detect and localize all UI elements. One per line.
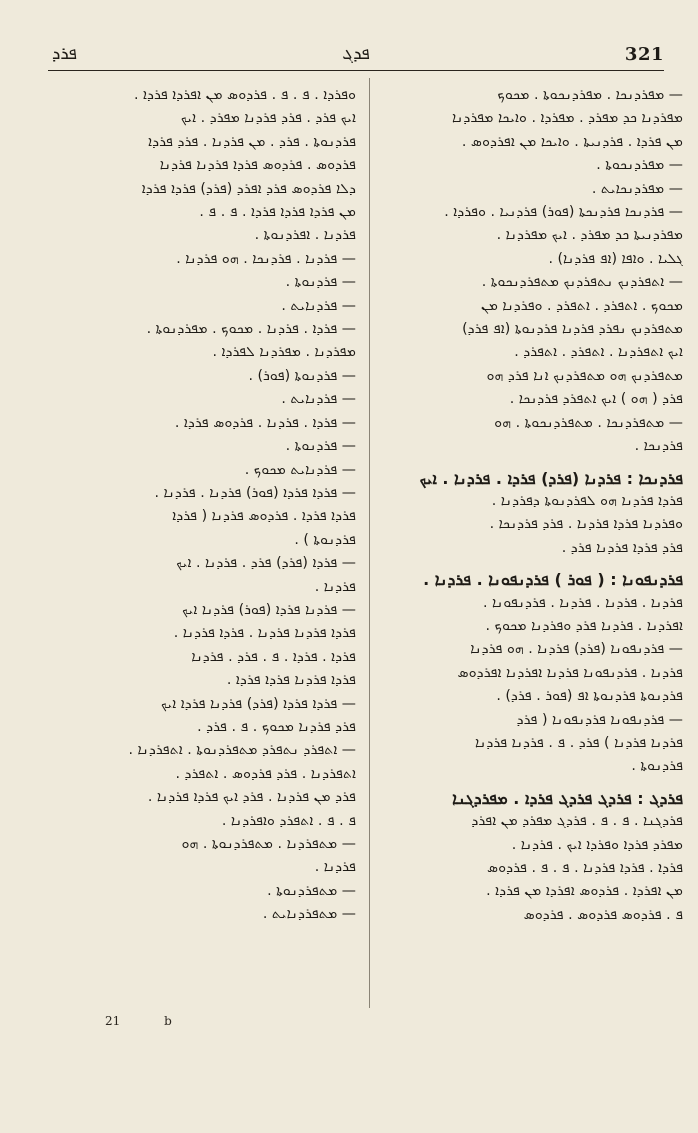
text-line: ܦܪܕ ܦܪܕܐ ܦܪܕܢܐ ܦܪܕ . (561, 539, 683, 556)
text-line: — ܐܬܦܪܕ ܢܬܦܪܕ ܡܬܦܪܕܢܘܬܐ . ܐܬܦܪܕܢܐ . (128, 742, 356, 759)
text-line: ܡܦܪܕܢܐ ܟܕ ܡܦܪܕ . ܡܦܪܕܐ . ܘܐܝܟܐ ܡܦܪܕܢܐ (451, 110, 683, 127)
text-line: ܦܪܕܢܘܬܐ . (631, 758, 683, 775)
text-line: ܦܪܕܐ ܦܪܕܢܐ ܦܪܕܐ ܦܪܕܐ . (226, 672, 356, 689)
text-line: — ܦܪܕܢܟܐ ܦܪܕܢܟܬܐ (ܦܘܪ) ܦܪܕܢܝܐ . ܘܦܪܕܐ . (444, 204, 683, 221)
text-line: — ܡܬܦܪܕܢܐܝܬ . (262, 906, 356, 923)
text-line: ܦܪܕܢܐ . ܦܪܕܢܦܘܢܐ ܦܪܕܢܐ ܐܦܪܕܢܐ ܐܦܪܕܘܣ (457, 664, 683, 681)
sheet-mark: b (164, 1014, 172, 1028)
text-line: — ܦܪܕܢܐ . ܦܪܕܢܟܐ . ܗܘ ܦܪܕܢܐ . (176, 250, 356, 267)
text-line: ܡܬܦܪܕܢܟ ܗܘ ܡܬܦܪܕܢܟ ܐܢܐ ܦܪܕ ܗܘ (486, 367, 683, 384)
text-line: — ܡܬܦܪܕܢܘܬܐ . (267, 882, 356, 899)
text-line: ܕܠܐ ܦܪܕܘܣ ܦܪܕ ܐܦܪܕ (ܦܪܕ) ܦܪܕܐ ܦܪܕܐ (141, 180, 356, 197)
entry-gap (383, 560, 683, 568)
text-line: — ܦܪܕܐ ܦܪܕܐ (ܦܘܪ) ܦܪܕܢܐ . ܦܪܕܢܐ . (154, 484, 356, 501)
signature-mark: 21 (105, 1014, 121, 1028)
text-line: ܡܢ ܐܦܪܕܐ . ܦܪܕܘܣ ܐܦܪܕܐ ܡܢ ܦܪܕܐ . (486, 883, 683, 900)
header-rule (48, 70, 664, 71)
column-divider (369, 78, 370, 1008)
text-line: ܐܦܪܕܢܐ . ܦܪܕܢܐ ܦܪܕ ܘܦܪܕܢܐ ܡܟܘܟ . (485, 617, 683, 634)
text-line: ܡܢ ܦܪܕܐ ܦܪܕܐ ܦܪܕܐ . ܦ . ܦ . (199, 204, 356, 221)
text-line: — ܦܪܕܢܐܝܬ . (281, 391, 356, 408)
text-line: — ܦܪܕܢܐ ܦܪܕܐ (ܦܘܪ) ܦܪܕܢܐ ܐܝܟ (182, 601, 356, 618)
text-line: ܦܪܕ ܦܪܕܢܐ ܡܟܘܟ . ܦ . ܦܪܕ . (197, 718, 356, 735)
text-line: ܦܪܕܢܘܬܐ ܦܪܕܢܘܬܐ ܐܦ (ܦܘܪ . ܦܪܕ) . (496, 688, 683, 705)
text-line: ܦܪܕܐ ܦܪܕܢܐ ܦܪܕܢܐ . ܦܪܕܐ ܦܪܕܢܐ . (173, 625, 356, 642)
text-line: — ܦܪܕܢܘܬܐ . (285, 274, 356, 291)
text-line: ܦܪܕܓ : ܦܪܕܓ ܦܪܕܓ ܦܪܕܐ . ܡܦܪܕܓܢܐ (452, 788, 683, 808)
left-running-head: ܦܪܕ (52, 44, 77, 64)
text-line: ܡܦܪܕܢܐ . ܡܦܪܕܢܐ ܠܦܪܕܐ . (212, 344, 356, 361)
text-line: — ܦܪܕܐ . ܦܪܕܢܐ . ܦܪܕܘܣ ܦܪܕܐ . (174, 414, 356, 431)
page-footer (105, 1014, 212, 1028)
text-line: ܦܪܕܐ ܦܪܕܢܐ ܗܘ ܠܦܪܕܢܘܬܐ ܕܦܪܕܢܐ . (491, 492, 683, 509)
text-line: — ܐܬܦܪܕܢܟ ܢܬܦܪܕܢܟ ܡܬܦܪܕܢܟܘܬܐ . (481, 274, 683, 291)
text-line: ܡܦܪܕܢܝܬܐ ܟܕ ܡܦܪܕ . ܐܝܟ ܡܦܪܕܢܐ . (496, 227, 683, 244)
text-line: ܡܟܘܟ . ܐܬܦܪܕ . ܐܬܦܪܕ . ܘܦܪܕܢܐ ܡܢ (480, 297, 683, 314)
page-number: 321 (624, 44, 664, 65)
text-line: ܦܪܕܓܢܐ . ܦ . ܦ . ܦܪܕܓ ܡܦܪܕ ܡܢ ܐܦܪܕ (471, 813, 683, 830)
running-header (48, 44, 664, 70)
text-line: ܦܪܕܢܐ . ܦܪܕܢܐ . ܦܪܕܢܐ . ܦܪܕܢܦܘܢܐ . (482, 594, 683, 611)
text-line: — ܦܪܕܢܦܘܢܐ ܦܪܕܢܦܘܢܐ ( ܦܪܕ (516, 711, 683, 728)
text-line: ܦܪܕ ( ܗܘ ) ܐܝܟ ܐܬܦܪܕ ܦܪܕܢܟܐ . (509, 391, 683, 408)
text-line: ܦܪܕܢܐ . (314, 859, 356, 876)
text-line: — ܡܬܦܪܕܢܟܐ . ܡܬܦܪܕܢܟܘܬܐ . ܗܘ (494, 414, 683, 431)
text-line: ܐܬܦܪܕܢܐ . ܦܪܕ ܦܪܕܘܣ . ܐܬܦܪܕ . (175, 765, 356, 782)
text-line: ܦܪܕܢܟܐ : ܦܪܕܢܐ (ܦܪܕ) ܦܪܕܐ . ܦܪܕܢܐ . ܐܝܟ (419, 468, 683, 488)
text-line: ܦܪܕܢܐ ܦܪܕܢܐ ) ܦܪܕ . ܦ . ܦܪܕܢܐ ܦܪܕܢܐ (474, 734, 683, 751)
text-line: ܦܪܕܢܐ . ܐܦܪܕܢܘܬܐ . (254, 227, 356, 244)
text-line: — ܡܦܪܕܢܟܐ . ܡܦܪܕܢܟܘܬܐ . ܡܟܘܟ (497, 87, 683, 103)
text-line: — ܦܪܕܐ ܦܪܕܐ (ܦܪܕ) ܦܪܕܢܐ ܦܪܕܐ ܐܝܟ (160, 695, 356, 712)
text-line: ܦܪܕܐ ܦܪܕܐ . ܦܪܕܘܣ ܦܪܕܢܐ ( ܦܪܕܐ (172, 508, 356, 525)
text-line: ܦܪܕܘܣ . ܦܪܕܘܣ ܦܪܕܐ ܦܪܕܢܐ ܦܪܕܢܐ (159, 157, 356, 174)
entry-gap (383, 459, 683, 467)
text-line: ܦܪܕܐ . ܦܪܕܐ . ܦ . ܦܪܕ . ܦܪܕܢܐ (191, 648, 356, 665)
entry-gap (383, 779, 683, 787)
text-line: ܦܪܕܢܘܬܐ . ܦܪܕ . ܡܢ ܦܪܕܢܐ . ܦܪܕ ܦܪܕܐ (148, 133, 356, 150)
text-line: ܐܝܟ ܐܬܦܪܕܢܐ . ܐܬܦܪܕ . ܐܬܦܪܕ . (514, 344, 683, 361)
text-line: — ܦܪܕܐ (ܦܪܕ) ܦܪܕ . ܦܪܕܢܐ . ܐܝܟ (176, 555, 356, 572)
text-line: — ܦܪܕܢܐܝܬ ܡܟܘܟ . (244, 461, 356, 478)
text-line: — ܡܦܪܕܢܟܐܝܬ . (591, 180, 683, 197)
text-line: ܓܠܝܐ . ܘܐܦܐ (ܐܦ ܦܪܕܢܐ) . (548, 250, 683, 267)
text-line: — ܦܪܕܢܘܬܐ . (285, 438, 356, 455)
text-line: ܦ . ܦܪܕܘܣ ܦܪܕܘܣ . ܦܪܕܘܣ (523, 906, 683, 923)
text-line: ܦܪܕܢܦܘܢܐ : ( ܦܘܪ ) ܦܪܕܢܦܘܢܐ . ܦܪܕܢܐ . (423, 570, 683, 590)
text-line: ܘܦܪܕܐ . ܦ . ܦ . ܦܪܕܘܣ ܡܢ ܐܦܪܕܐ ܦܪܕܐ . (133, 87, 356, 103)
text-line: ܐܝܟ ܦܪܕ . ܦܪܕ ܦܪܕܢܐ ܡܦܪܕ . ܐܝܟ (180, 110, 356, 127)
text-line: — ܡܬܦܪܕܢܐ . ܡܬܦܪܕܢܘܬܐ . ܗܘ (181, 836, 356, 852)
text-line: ܡܢ ܦܪܕܐ . ܦܪܕܢܝܬܐ . ܘܐܝܟܐ ܡܢ ܐܦܪܕܘܣ . (461, 133, 683, 150)
text-line: ܦܪܕ ܡܢ ܦܪܕܢܐ . ܦܪܕ ܐܝܟ ܦܪܕܐ ܦܪܕܢܐ . (147, 789, 356, 806)
text-line: — ܡܦܪܕܢܟܘܬܐ . (596, 157, 683, 174)
text-line: ܦܪܕܢܐ . (314, 578, 356, 595)
text-line: — ܦܪܕܐ . ܦܪܕܢܐ . ܡܟܘܟ . ܡܦܪܕܢܘܬܐ . (146, 321, 356, 338)
text-line: — ܦܪܕܢܦܘܢܐ (ܦܪܕ) ܦܪܕܢܐ . ܗܘ ܦܪܕܢܐ (470, 641, 683, 658)
center-running-head: ܦܕܓ (342, 44, 370, 64)
text-line: ܡܦܪܕ ܦܪܕܐ ܘܦܪܕܐ ܐܝܟ . ܦܪܕܢܐ . (511, 836, 683, 853)
text-line: — ܦܪܕܢܐܝܬ . (281, 297, 356, 314)
text-line: ܦܪܕܢܟܐ . (634, 438, 683, 455)
text-line: ܦܪܕܐ . ܦܪܕܐ ܦܪܕܢܐ . ܦ . ܦ . ܦܪܕܘܣ (486, 860, 683, 876)
text-line: — ܦܪܕܢܘܬܐ (ܦܘܪ) . (248, 367, 356, 384)
text-line: ܦܪܕܢܘܬܐ ) . (294, 531, 356, 548)
text-line: ܦ . ܦ . ܐܬܦܪܕ ܘܐܦܪܕܢܐ . (221, 812, 356, 829)
right-column (383, 84, 683, 1004)
text-line: ܡܬܦܪܕܢܟ ܢܦܪܕ ܦܪܕܢܐ ܦܪܕܢܘܬܐ (ܐܦ ܦܪܕ) (462, 321, 683, 338)
text-line: ܘܦܪܕܢܐ ܦܪܕܐ ܦܪܕܢܐ . ܦܪܕ ܦܪܕܢܟܐ . (489, 516, 683, 533)
left-column (56, 84, 356, 1004)
